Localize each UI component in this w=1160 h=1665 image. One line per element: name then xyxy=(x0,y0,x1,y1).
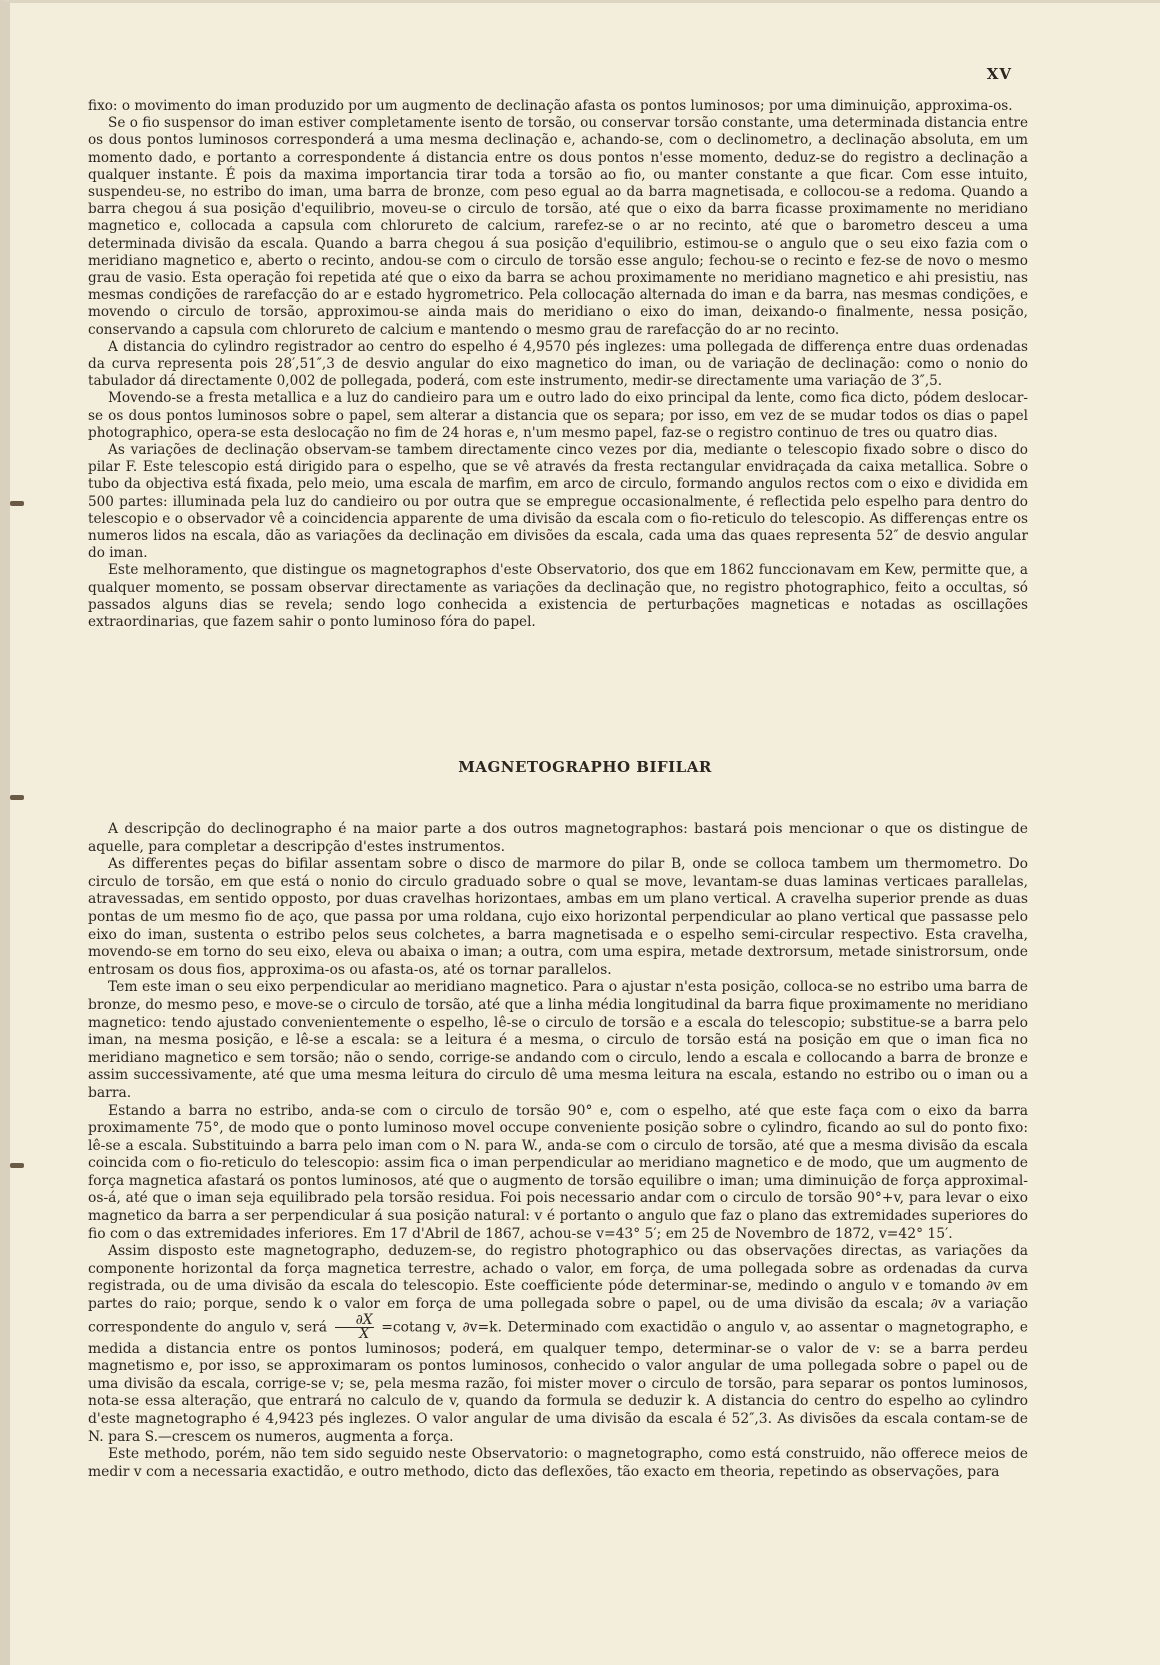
paragraph: Movendo-se a fresta metallica e a luz do candieiro para um e outro lado do eixo principal da lente, como fica dicto, pódem deslocar-se os dous pontos luminosos sobre o papel, sem alterar a distancia que os separa; por isso, em vez de se mudar todos os dias o papel photographico, opera-se esta deslocação no fim de 24 horas e, n'um mesmo papel, faz-se o registro continuo de tres ou quatro dias. xyxy=(88,390,1028,441)
formula-numerator: ∂X xyxy=(335,1314,374,1328)
formula-tail: =cotang v, ∂v=k. Determinado com exactidão o angulo v, ao assentar o magnetographo, e medida a distancia entre os pontos luminosos; poderá, em qualquer tempo, determinar-se o valor de v: se a barra perdeu magnetismo e, por isso, se approximaram os pontos luminosos, conhecido o valor angular de uma pollegada sobre o papel ou de uma divisão da escala, corrige-se v; se, pela mesma razão, foi mister mover o circulo de torsão, para separar os pontos luminosos, nota-se essa alteração, que entrará no calculo de v, quando da formula se deduzir k. A distancia do centro do espelho ao cylindro d'este magnetographo é 4,9423 pés inglezes. O valor angular de uma divisão da escala é 52″,3. As divisões da escala contam-se de N. para S.—crescem os numeros, augmenta a força. xyxy=(88,1319,1029,1445)
paragraph: Se o fio suspensor do iman estiver completamente isento de torsão, ou conservar torsão constante, uma determinada distancia entre os dous pontos luminosos corresponderá a uma mesma declinação e, achando-se, com o declinometro, a declinação absoluta, em um momento dado, e portanto a correspondente á distancia entre os dous pontos n'esse momento, deduz-se do registro a declinação a qualquer instante. É pois da maxima importancia tirar toda a torsão ao fio, ou manter constante a que ficar. Com esse intuito, suspendeu-se, no estribo do iman, uma barra de bronze, com peso egual ao da barra magnetisada, e collocou-se a redoma. Quando a barra chegou á sua posição d'equilibrio, moveu-se o circulo de torsão, até que o eixo da barra ficasse proximamente no meridiano magnetico e, collocada a capsula com chlorureto de calcium, rarefez-se o ar no recinto, até que o barometro desceu a uma determinada divisão da escala. Quando a barra chegou á sua posição d'equilibrio, estimou-se o angulo que o seu eixo fazia com o meridiano magnetico e, aberto o recinto, andou-se com o circulo de torsão esse angulo; fechou-se o recinto e fez-se de novo o mesmo grau de vasio. Esta operação foi repetida até que o eixo da barra se achou proximamente no meridiano magnetico e ahi presistiu, nas mesmas condições de rarefacção do ar e estado hygrometrico. Pela collocação alternada do iman e da barra, nas mesmas condições, e movendo o circulo de torsão, approximou-se ainda mais do meridiano o eixo do iman, deixando-o finalmente, nessa posição, conservando a capsula com chlorureto de calcium e mantendo o mesmo grau de rarefacção do ar no recinto. xyxy=(88,115,1028,338)
paragraph: Tem este iman o seu eixo perpendicular ao meridiano magnetico. Para o ajustar n'esta posição, colloca-se no estribo uma barra de bronze, do mesmo peso, e move-se o circulo de torsão, até que a linha média longitudinal da barra fique proximamente no meridiano magnetico: tendo ajustado convenientemente o espelho, lê-se o circulo de torsão e a escala do telescopio; substitue-se a barra pelo iman, na mesma posição, e lê-se a escala: se a leitura é a mesma, o circulo de torsão está na posição em que o iman fica no meridiano magnetico e sem torsão; não o sendo, corrige-se andando com o circulo, lendo a escala e collocando a barra de bronze e assim successivamente, até que uma mesma leitura do circulo dê uma mesma leitura na escala, estando no estribo ou o iman ou a barra. xyxy=(88,979,1028,1101)
binding-mark xyxy=(10,501,24,506)
text-block-bottom xyxy=(88,821,1028,1481)
paragraph: A descripção do declinographo é na maior parte a dos outros magnetographos: bastará pois mencionar o que os distingue de aquelle, para completar a descripção d'estes instrumentos. xyxy=(88,821,1028,855)
paragraph-with-formula xyxy=(88,1243,1028,1446)
formula-denominator: X xyxy=(359,1325,370,1342)
paragraph: As differentes peças do bifilar assentam sobre o disco de marmore do pilar B, onde se colloca tambem um thermometro. Do circulo de torsão, em que está o nonio do circulo graduado sobre o qual se move, levantam-se duas laminas verticaes parallelas, atravessadas, em sentido opposto, por duas cravelhas horizontaes, ambas em um plano vertical. A cravelha superior prende as duas pontas de um mesmo fio de aço, que passa por uma roldana, cujo eixo horizontal perpendicular ao plano vertical que passasse pelo eixo do iman, sustenta o estribo pelos seus colchetes, a barra magnetisada e o espelho semi-circular respectivo. Esta cravelha, movendo-se em torno do seu eixo, eleva ou abaixa o iman; a outra, com uma espira, metade dextrorsum, metade sinistrorsum, onde entrosam os dous fios, approxima-os ou afasta-os, até os tornar parallelos. xyxy=(88,856,1028,978)
paragraph: Estando a barra no estribo, anda-se com o circulo de torsão 90° e, com o espelho, até que este faça com o eixo da barra proximamente 75°, de modo que o ponto luminoso movel occupe conveniente posição sobre o cylindro, ficando ao sul do ponto fixo: lê-se a escala. Substituindo a barra pelo iman com o N. para W., anda-se com o circulo de torsão, até que a mesma divisão da escala coincida com o fio-reticulo do telescopio: assim fica o iman perpendicular ao meridiano magnetico e de modo, que um augmento de força magnetica afastará os pontos luminosos, até que o augmento de torsão equilibre o iman; uma diminuição de força approximal-os-á, até que o iman seja equilibrado pela torsão residua. Foi pois necessario andar com o circulo de torsão 90°+v, para levar o eixo magnetico da barra a ser perpendicular á sua posição natural: v é portanto o angulo que faz o plano das extremidades superiores do fio com o das extremidades inferiores. Em 17 d'Abril de 1867, achou-se v=43° 5′; em 25 de Novembro de 1872, v=42° 15′. xyxy=(88,1102,1028,1242)
text-block-top xyxy=(88,98,1028,631)
binding-mark xyxy=(10,1163,24,1168)
paragraph: A distancia do cylindro registrador ao centro do espelho é 4,9570 pés inglezes: uma pollegada de differença entre duas ordenadas da curva representa pois 28′,51″,3 de desvio angular do eixo magnetico do iman, ou de variação de declinação: como o nonio do tabulador dá directamente 0,002 de pollegada, poderá, com este instrumento, medir-se directamente uma variação de 3″,5. xyxy=(88,338,1028,390)
paragraph: fixo: o movimento do iman produzido por um augmento de declinação afasta os pontos luminosos; por uma diminuição, approxima-os. xyxy=(88,98,1013,114)
binding-mark xyxy=(10,795,24,800)
formula-fraction xyxy=(335,1311,374,1342)
paragraph: Este methodo, porém, não tem sido seguido neste Observatorio: o magnetographo, como está construido, não offerece meios de medir v com a necessaria exactidão, e outro methodo, dicto das deflexões, tão exacto em theoria, repetindo as observações, para xyxy=(88,1446,1028,1480)
paragraph: As variações de declinação observam-se tambem directamente cinco vezes por dia, mediante o telescopio fixado sobre o disco do pilar F. Este telescopio está dirigido para o espelho, que se vê através da fresta rectangular envidraçada da caixa metallica. Sobre o tubo da objectiva está fixada, pelo meio, uma escala de marfim, em arco de circulo, formando angulos rectos com o eixo e dividida em 500 partes: illuminada pela luz do candieiro ou por outra que se empregue occasionalmente, é reflectida pelo espelho para dentro do telescopio e o observador vê a coincidencia apparente de uma divisão da escala com o fio-reticulo do telescopio. As differenças entre os numeros lidos na escala, dão as variações da declinação em divisões da escala, cada uma das quaes representa 52″ de desvio angular do iman. xyxy=(88,442,1028,562)
paragraph: Este melhoramento, que distingue os magnetographos d'este Observatorio, dos que em 1862 funccionavam em Kew, permitte que, a qualquer momento, se possam observar directamente as variações da declinação que, no registro photographico, feito a occultas, só passados alguns dias se revela; sendo logo conhecida a existencia de perturbações magneticas e notadas as oscillações extraordinarias, que fazem sahir o ponto luminoso fóra do papel. xyxy=(88,562,1028,631)
page-number: XV xyxy=(986,65,1012,83)
section-title: MAGNETOGRAPHO BIFILAR xyxy=(458,758,712,776)
formula-lead: Assim disposto este magnetographo, deduzem-se, do registro photographico ou das observações directas, as variações da componente horizontal da força magnetica terrestre, achado o valor, em força, de uma pollegada sobre as ordenadas da curva registrada, ou de uma divisão da escala do telescopio. Este coefficiente póde determinar-se, medindo o angulo v e tomando ∂v em partes do raio; porque, sendo k o valor em força de uma pollegada sobre o papel, ou de uma divisão da escala; ∂v a variação correspondente do angulo v, será xyxy=(88,1243,1028,1336)
